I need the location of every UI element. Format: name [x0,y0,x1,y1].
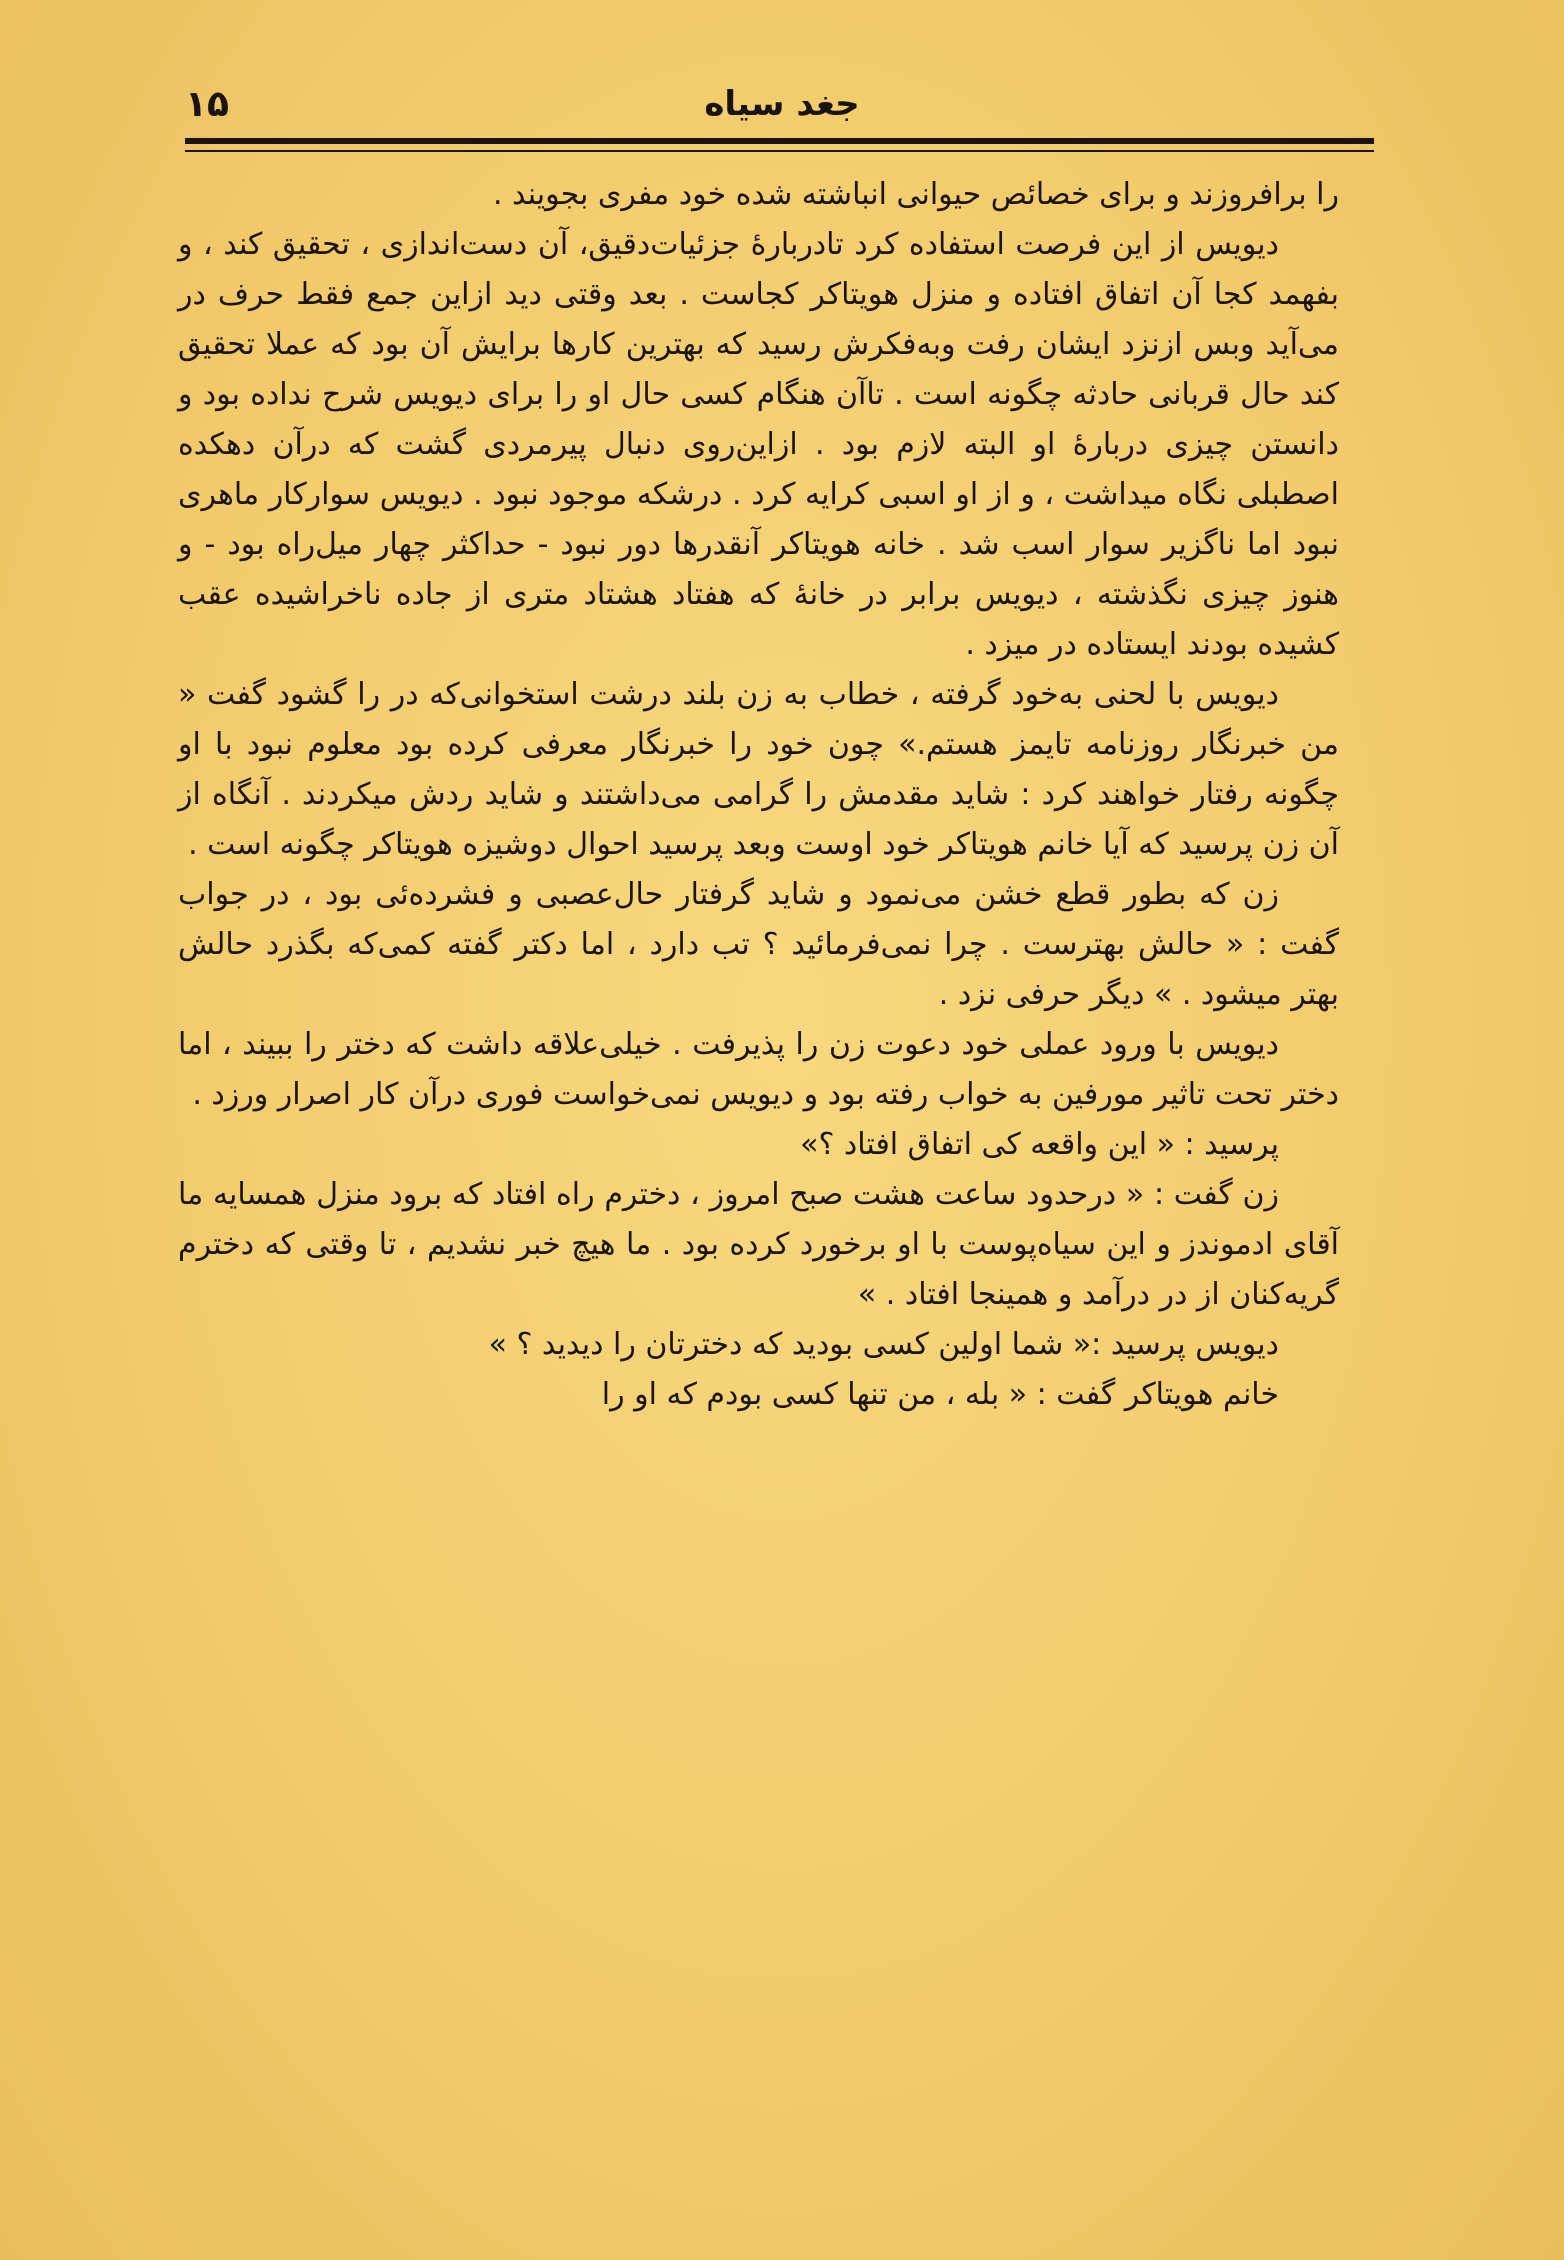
header-rule-thin [185,150,1374,152]
header-rule-thick [185,138,1374,144]
paragraph: را برافروزند و برای خصائص حیوانی انباشته شده خود مفری بجویند . [492,177,1339,212]
paragraph: دیویس از این فرصت استفاده کرد تادربارهٔ جزئیات‌دقیق، آن دست‌اندازی ، تحقیق کند ، و بفهمد کجا آن اتفاق افتاده و منزل هویتاکر کجاست . بعد وقتی دید ازاین جمع فقط حرف در می‌آید وبس ازنزد ایشان رفت وبه‌فکرش رسید که بهترین کارها برایش آن بود که عملا تحقیق کند حال قربانی حادثه چگونه است . تاآن هنگام کسی حال او را برای دیویس شرح نداده بود و دانستن چیزی دربارهٔ او البته لازم بود . ازاین‌روی دنبال پیرمردی گشت که درآن دهکده اصطبلی نگاه میداشت ، و از او اسبی کرایه کرد . درشکه موجود نبود . دیویس سوارکار ماهری نبود اما ناگزیر سوار اسب شد . خانه هویتاکر آنقدرها دور نبود - حداکثر چهار میل‌راه بود - و هنوز چیزی نگذشته ، دیویس برابر در خانهٔ که هفتاد هشتاد متری از جاده ناخراشیده عقب کشیده بودند ایستاده در میزد . [178,227,1339,662]
paragraph: پرسید : « این واقعه کی اتفاق افتاد ؟» [800,1127,1279,1162]
paragraph: دیویس با ورود عملی خود دعوت زن را پذیرفت . خیلی‌علاقه داشت که دختر را ببیند ، اما دختر تحت تاثیر مورفین به خواب رفته بود و دیویس نمی‌خواست فوری درآن کار اصرار ورزد . [178,1027,1339,1112]
paragraph: زن که بطور قطع خشن می‌نمود و شاید گرفتار حال‌عصبی و فشرده‌ئی بود ، در جواب گفت : « حالش بهترست . چرا نمی‌فرمائید ؟ تب دارد ، اما دکتر گفته کمی‌که بگذرد حالش بهتر میشود . » دیگر حرفی نزد . [178,877,1339,1012]
page-header [185,80,1379,140]
running-title: جغد سیاه [704,84,860,124]
paragraph: دیویس پرسید :« شما اولین کسی بودید که دخترتان را دیدید ؟ » [488,1327,1279,1362]
page-number: ۱۵ [185,84,229,125]
paragraph: زن گفت : « درحدود ساعت هشت صبح امروز ، دخترم راه افتاد که برود منزل همسایه ما آقای ادموندز و این سیاه‌پوست با او برخورد کرده بود . ما هیچ خبر نشدیم ، تا وقتی که دخترم گریه‌کنان از در درآمد و همینجا افتاد . » [178,1177,1339,1312]
paragraph: خانم هویتاکر گفت : « بله ، من تنها کسی بودم که او را [601,1377,1279,1412]
body-text [178,170,1339,1420]
paragraph: دیویس با لحنی به‌خود گرفته ، خطاب به زن بلند درشت استخوانی‌که در را گشود گفت « من خبرنگار روزنامه تایمز هستم.» چون خود را خبرنگار معرفی کرده بود معلوم نبود با او چگونه رفتار خواهند کرد : شاید مقدمش را گرامی می‌داشتند و شاید ردش میکردند . آنگاه از آن زن پرسید که آیا خانم هویتاکر خود اوست وبعد پرسید احوال دوشیزه هویتاکر چگونه است . [178,677,1339,862]
